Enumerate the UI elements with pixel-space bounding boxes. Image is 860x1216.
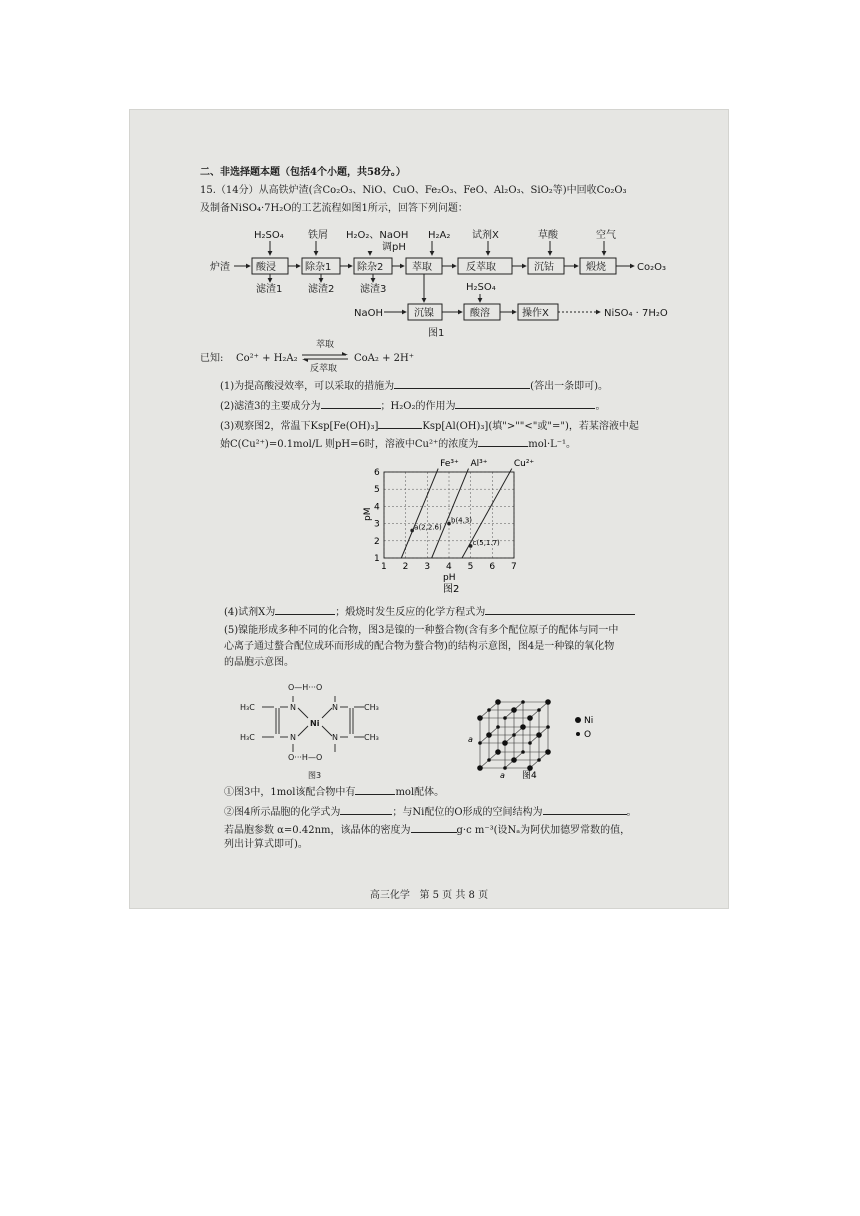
x-tick-label: 1 bbox=[381, 562, 387, 572]
x-tick-label: 3 bbox=[424, 562, 431, 572]
n-atom: N bbox=[290, 733, 296, 742]
ni-atom bbox=[545, 749, 551, 755]
exam-page bbox=[130, 110, 728, 908]
part-4-question: (4)试剂X为 ；煅烧时发生反应的化学方程式为 bbox=[224, 604, 635, 620]
figure-1-label: 图1 bbox=[428, 328, 445, 339]
question-15-intro: 15.（14分）从高铁炉渣(含Co₂O₃、NiO、CuO、Fe₂O₃、FeO、Al₂O₃、SiO₂等)中回收Co₂O₃ bbox=[200, 185, 627, 196]
y-axis-label: pM bbox=[363, 507, 373, 521]
figure-4-label: 图4 bbox=[522, 771, 537, 780]
o-atom bbox=[546, 725, 550, 729]
x-tick-label: 7 bbox=[511, 562, 517, 572]
figure-4-unit-cell bbox=[460, 680, 610, 780]
step-calcine: 煅烧 bbox=[586, 262, 606, 273]
ni-atom bbox=[527, 715, 533, 721]
legend-o-dot bbox=[576, 732, 580, 736]
x-tick-label: 4 bbox=[446, 562, 452, 572]
step-extraction: 萃取 bbox=[412, 262, 432, 273]
reagent-h2o2-naoh: H₂O₂、NaOH bbox=[346, 230, 409, 241]
x-axis-label: pH bbox=[443, 573, 456, 583]
equation-left: Co²⁺ + H₂A₂ bbox=[236, 353, 298, 364]
sub-question-3: 若晶胞参数 α=0.42nm，该晶体的密度为 g·c m⁻³(设Nₐ为阿伏加德罗常数的值， bbox=[224, 822, 630, 838]
series-line-1 bbox=[432, 469, 469, 558]
series-line-0 bbox=[401, 469, 438, 558]
methyl-group: CH₃ bbox=[364, 703, 379, 712]
part-3-question-2: 始C(Cu²⁺)=0.1mol/L 则pH=6时，溶液中Cu²⁺的浓度为 mol·L⁻¹。 bbox=[220, 436, 576, 452]
oh-bridge-top: O—H···O bbox=[288, 683, 323, 692]
part-3-question: (3)观察图2，常温下Ksp[Fe(OH)₃] Ksp[Al(OH)₃](填">""<"或"=")，若某溶液中起 bbox=[220, 418, 639, 434]
ni-atom bbox=[527, 765, 533, 771]
sub-question-2: ②图4所示晶胞的化学式为 ；与Ni配位的O形成的空间结构为 。 bbox=[224, 804, 637, 820]
footer-page: 第 5 页 共 8 页 bbox=[419, 890, 489, 901]
reagent-oxalic: 草酸 bbox=[538, 230, 558, 241]
methyl-group: H₃C bbox=[240, 703, 255, 712]
part-1-question: (1)为提高酸浸效率，可以采取的措施为 (答出一条即可)。 bbox=[220, 378, 608, 394]
step-precip-cobalt: 沉钴 bbox=[534, 262, 554, 273]
figure-3-chelate-structure bbox=[238, 680, 398, 780]
question-15-intro-2: 及制备NiSO₄·7H₂O的工艺流程如图1所示，回答下列问题： bbox=[200, 203, 468, 214]
ni-atom bbox=[502, 740, 508, 746]
ph-pm-chart bbox=[356, 456, 546, 596]
y-tick-label: 4 bbox=[374, 502, 380, 513]
o-atom bbox=[496, 725, 500, 729]
figure-3-label: 图3 bbox=[308, 771, 322, 780]
o-atom bbox=[521, 750, 525, 754]
ni-atom bbox=[536, 732, 542, 738]
series-label-0: Fe³⁺ bbox=[440, 459, 459, 469]
step-precip-nickel: 沉镍 bbox=[414, 308, 434, 319]
y-tick-label: 1 bbox=[374, 554, 380, 564]
point-label-1: b(4,3) bbox=[451, 516, 473, 525]
x-tick-label: 6 bbox=[489, 562, 496, 572]
series-label-1: Al³⁺ bbox=[470, 459, 488, 469]
point-label-0: a(2,2.6) bbox=[414, 523, 442, 532]
ni-atom bbox=[495, 699, 501, 705]
part-5-line-3: 的晶胞示意图。 bbox=[224, 657, 294, 668]
methyl-group: CH₃ bbox=[364, 733, 379, 742]
residue-1: 滤渣1 bbox=[256, 284, 283, 295]
y-tick-label: 6 bbox=[374, 468, 380, 478]
reagent-air: 空气 bbox=[596, 230, 616, 241]
part-5-line-1: (5)镍能形成多种不同的化合物，图3是镍的一种螯合物(含有多个配位原子的配体与同一中 bbox=[224, 625, 619, 636]
step-acid-dissolve: 酸溶 bbox=[470, 308, 490, 319]
residue-2: 滤渣2 bbox=[308, 284, 335, 295]
sub-question-1: ①图3中，1mol该配合物中有 mol配体。 bbox=[224, 784, 444, 800]
reagent-h2a2: H₂A₂ bbox=[428, 230, 451, 241]
lower-reagent-naoh: NaOH bbox=[354, 308, 383, 319]
legend-ni-label: Ni bbox=[584, 716, 594, 726]
equilibrium-arrow bbox=[300, 352, 350, 362]
equation-right: CoA₂ + 2H⁺ bbox=[354, 353, 414, 364]
n-atom: N bbox=[332, 703, 338, 712]
ni-atom bbox=[477, 765, 483, 771]
o-atom bbox=[487, 708, 491, 712]
equation-forward-label: 萃取 bbox=[316, 340, 335, 350]
nickel-center: Ni bbox=[310, 719, 320, 728]
flowchart-figure-1 bbox=[204, 222, 724, 342]
residue-3: 滤渣3 bbox=[360, 284, 387, 295]
ni-atom bbox=[511, 707, 517, 713]
y-tick-label: 5 bbox=[374, 485, 380, 496]
point-label-2: c(5,1.7) bbox=[472, 538, 500, 547]
o-atom bbox=[487, 758, 491, 762]
sub-question-4: 列出计算式即可)。 bbox=[224, 839, 308, 850]
ni-atom bbox=[545, 699, 551, 705]
legend-o-label: O bbox=[584, 730, 592, 740]
ho-bridge-bottom: O···H—O bbox=[288, 753, 323, 762]
o-atom bbox=[512, 733, 516, 737]
ni-atom bbox=[495, 749, 501, 755]
step-operation-x: 操作X bbox=[522, 308, 549, 319]
step-back-extraction: 反萃取 bbox=[466, 262, 496, 273]
footer-subject: 高三化学 bbox=[369, 890, 410, 901]
equation-reverse-label: 反萃取 bbox=[310, 364, 338, 374]
x-tick-label: 2 bbox=[402, 562, 409, 572]
step-acid-leach: 酸浸 bbox=[256, 262, 276, 273]
legend-ni-dot bbox=[575, 717, 581, 723]
n-atom: N bbox=[290, 703, 296, 712]
flow-end-product: Co₂O₃ bbox=[637, 262, 666, 273]
x-tick-label: 5 bbox=[467, 562, 474, 572]
series-label-2: Cu²⁺ bbox=[513, 459, 535, 469]
o-atom bbox=[521, 700, 525, 704]
figure-2-label: 图2 bbox=[443, 584, 460, 595]
ni-atom bbox=[486, 732, 492, 738]
y-tick-label: 2 bbox=[374, 536, 380, 547]
lower-product: NiSO₄ · 7H₂O bbox=[604, 308, 668, 319]
reagent-iron: 铁屑 bbox=[308, 230, 328, 241]
o-atom bbox=[537, 708, 541, 712]
part-2-question: (2)滤渣3的主要成分为 ；H₂O₂的作用为 。 bbox=[220, 398, 605, 414]
part-5-line-2: 心离子通过螯合配位成环而形成的配合物为螯合物)的结构示意图，图4是一种镍的氧化物 bbox=[224, 641, 615, 652]
ni-atom bbox=[520, 724, 526, 730]
n-atom: N bbox=[332, 733, 338, 742]
cell-parameter-a: a bbox=[500, 771, 505, 780]
o-atom bbox=[537, 758, 541, 762]
o-atom bbox=[503, 766, 507, 770]
section-title: 二、非选择题本题（包括4个小题，共58分。） bbox=[200, 167, 406, 178]
known-prefix: 已知: bbox=[200, 353, 224, 364]
flow-start: 炉渣 bbox=[210, 262, 230, 273]
page-footer bbox=[130, 886, 728, 901]
cell-parameter-a: a bbox=[468, 735, 473, 744]
o-atom bbox=[478, 741, 482, 745]
o-atom bbox=[528, 741, 532, 745]
lower-reagent-h2so4: H₂SO₄ bbox=[466, 282, 496, 293]
reagent-x: 试剂X bbox=[472, 230, 499, 241]
step-impurity-1: 除杂1 bbox=[305, 262, 332, 273]
ni-atom bbox=[511, 757, 517, 763]
ni-atom bbox=[477, 715, 483, 721]
methyl-group: H₃C bbox=[240, 733, 255, 742]
reagent-h2so4: H₂SO₄ bbox=[254, 230, 284, 241]
step-impurity-2: 除杂2 bbox=[357, 262, 384, 273]
reagent-adjust-ph: 调pH bbox=[382, 242, 406, 253]
y-tick-label: 3 bbox=[374, 519, 380, 530]
o-atom bbox=[503, 716, 507, 720]
